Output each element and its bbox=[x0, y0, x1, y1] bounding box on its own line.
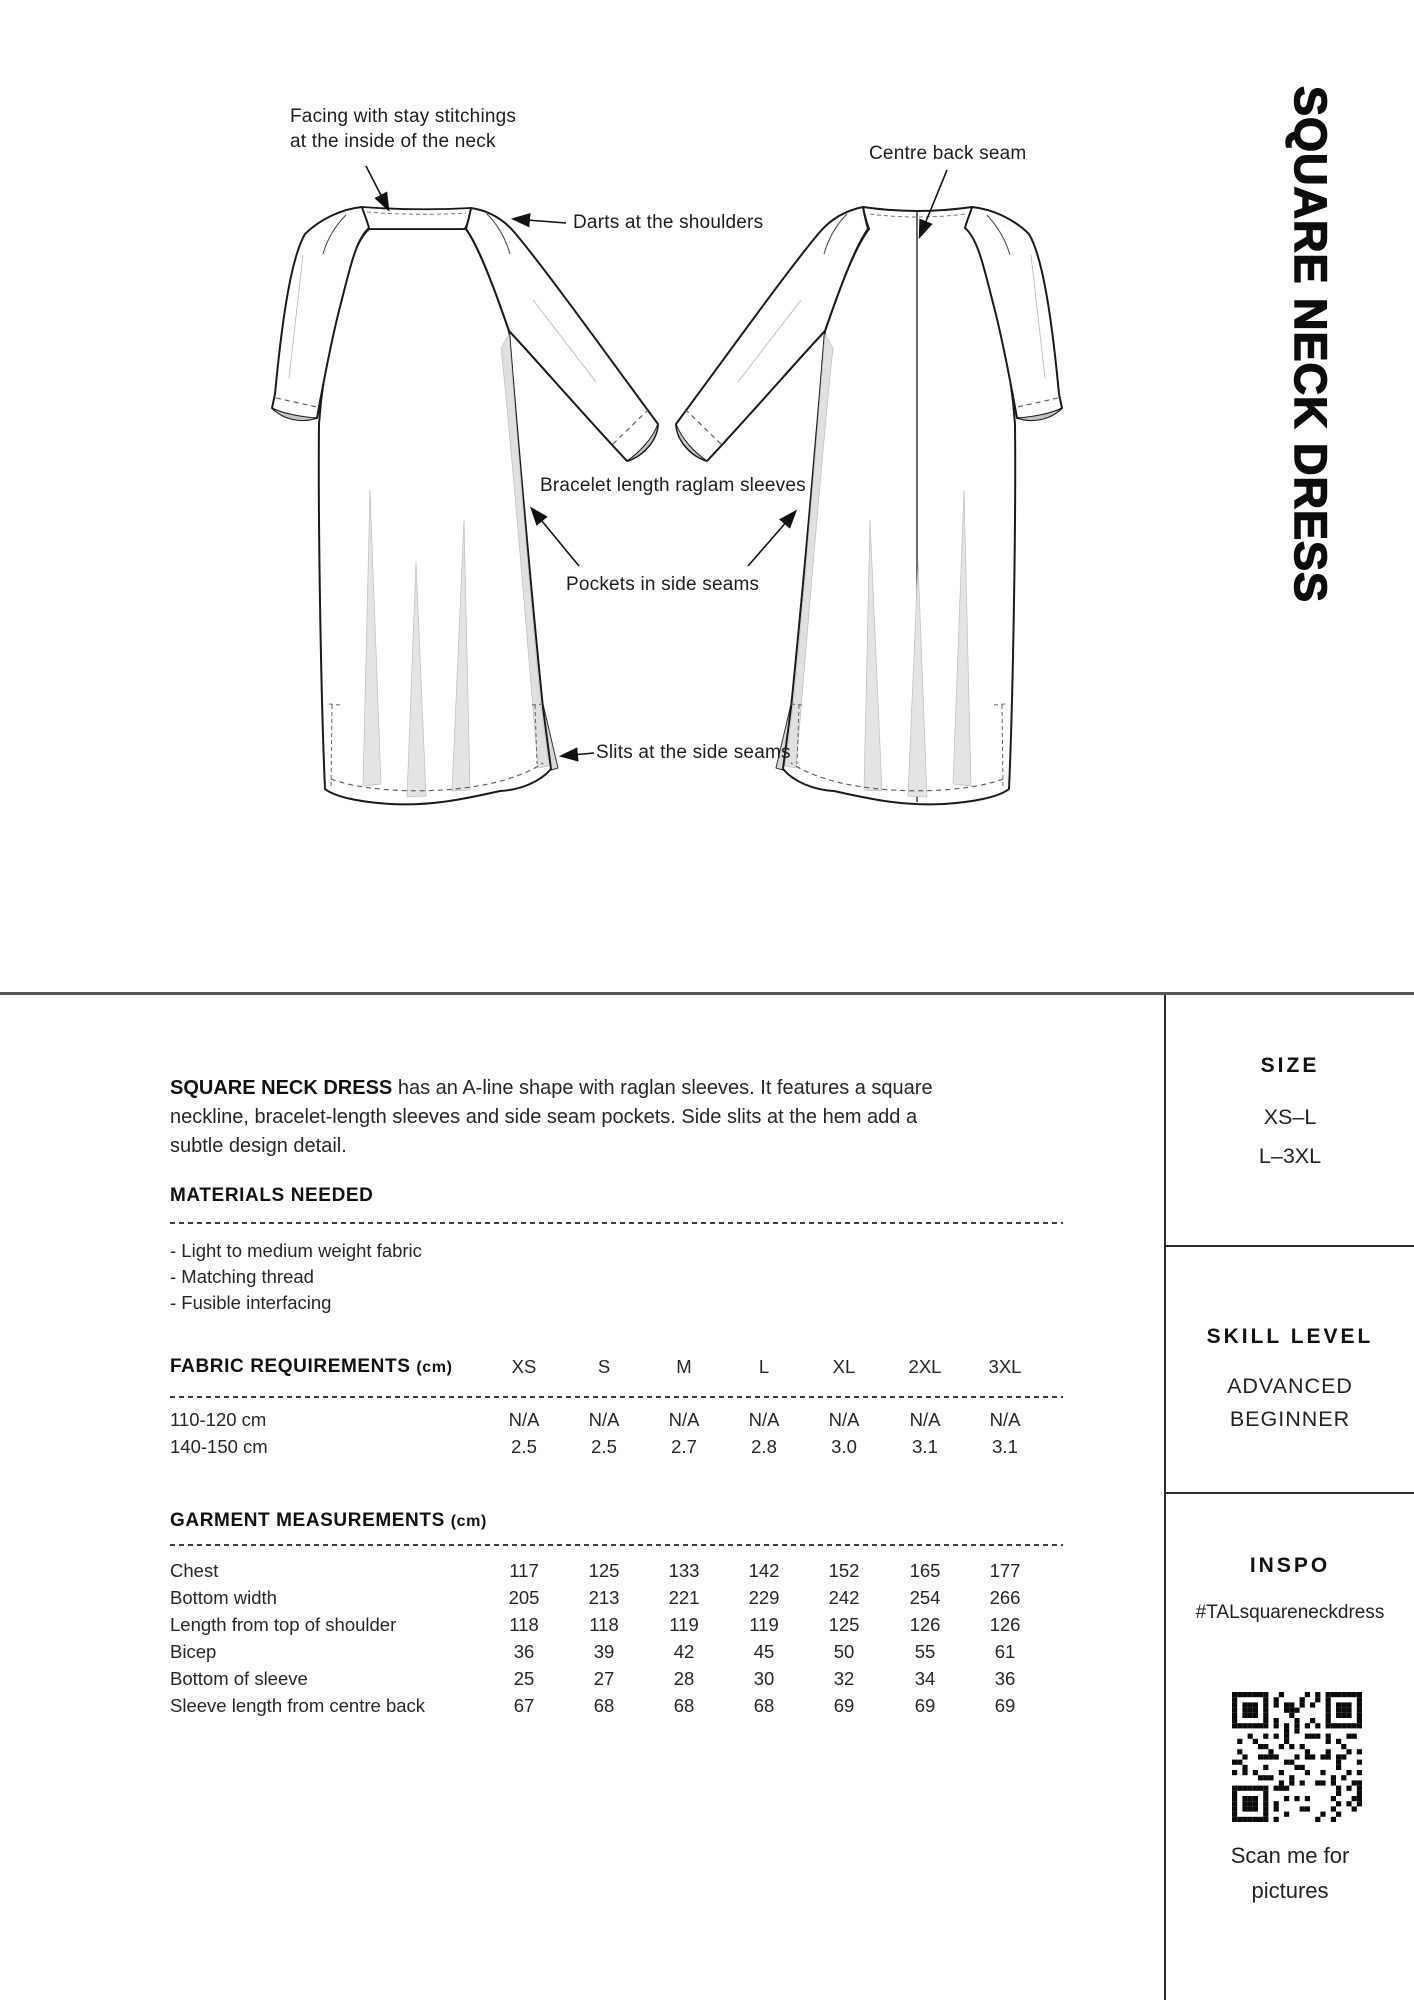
fabric-heading-text: FABRIC REQUIREMENTS bbox=[170, 1356, 411, 1377]
garment-heading-text: GARMENT MEASUREMENTS bbox=[170, 1510, 445, 1531]
garment-cell: 32 bbox=[833, 1668, 855, 1689]
garment-cell: 34 bbox=[914, 1668, 936, 1689]
front-view bbox=[272, 207, 658, 804]
table-row bbox=[170, 1436, 1063, 1460]
table-row bbox=[170, 1614, 1063, 1638]
arrow-facing bbox=[366, 166, 388, 209]
garment-cell: 68 bbox=[753, 1695, 775, 1716]
label-centre-back-seam: Centre back seam bbox=[869, 143, 1027, 164]
garment-cell: 36 bbox=[513, 1641, 535, 1662]
label-darts: Darts at the shoulders bbox=[573, 212, 764, 233]
garment-cell: 69 bbox=[914, 1695, 936, 1716]
garment-row-label: Bottom of sleeve bbox=[170, 1668, 308, 1689]
garment-cell: 221 bbox=[668, 1587, 700, 1608]
garment-cell: 50 bbox=[833, 1641, 855, 1662]
garment-cell: 117 bbox=[509, 1560, 539, 1581]
skill-level-2: BEGINNER bbox=[1229, 1407, 1351, 1431]
fabric-size-header-row bbox=[170, 1356, 1063, 1380]
description-bold: SQUARE NECK DRESS bbox=[170, 1077, 393, 1099]
materials-list bbox=[170, 1238, 422, 1316]
fabric-cell: 2.8 bbox=[751, 1436, 777, 1457]
fabric-size-header: S bbox=[597, 1356, 611, 1377]
garment-cell: 27 bbox=[593, 1668, 615, 1689]
fabric-cell: 3.0 bbox=[831, 1436, 857, 1457]
garment-row-label: Chest bbox=[170, 1560, 219, 1581]
garment-row-label: Length from top of shoulder bbox=[170, 1614, 397, 1635]
garment-cell: 213 bbox=[588, 1587, 620, 1608]
garment-cell: 126 bbox=[989, 1614, 1021, 1635]
qr-code bbox=[1232, 1692, 1362, 1822]
garment-cell: 61 bbox=[994, 1641, 1016, 1662]
label-facing-line1: Facing with stay stitchings bbox=[290, 106, 517, 127]
fabric-cell: N/A bbox=[909, 1409, 941, 1430]
garment-cell: 118 bbox=[589, 1614, 619, 1635]
garment-cell: 25 bbox=[513, 1668, 535, 1689]
fabric-cell: N/A bbox=[989, 1409, 1021, 1430]
garment-cell: 152 bbox=[828, 1560, 860, 1581]
fabric-size-header: 3XL bbox=[988, 1356, 1022, 1377]
fabric-cell: N/A bbox=[668, 1409, 700, 1430]
garment-cell: 165 bbox=[909, 1560, 941, 1581]
table-row bbox=[170, 1668, 1063, 1692]
materials-item: - Light to medium weight fabric bbox=[170, 1240, 422, 1261]
label-raglan-sleeves: Bracelet length raglam sleeves bbox=[540, 475, 806, 496]
garment-cell: 36 bbox=[994, 1668, 1016, 1689]
arrow-darts bbox=[514, 219, 566, 223]
materials-item: - Matching thread bbox=[170, 1266, 314, 1287]
skill-heading: SKILL LEVEL bbox=[1206, 1325, 1374, 1348]
fabric-row-label: 140-150 cm bbox=[170, 1436, 268, 1457]
fabric-size-header: L bbox=[758, 1356, 770, 1377]
qr-caption-line1: Scan me for bbox=[1230, 1843, 1350, 1868]
fabric-size-header: 2XL bbox=[908, 1356, 942, 1377]
sidebar-divider bbox=[1166, 1245, 1414, 1247]
fabric-size-header: XS bbox=[511, 1356, 537, 1377]
garment-cell: 42 bbox=[673, 1641, 695, 1662]
inspo-heading: INSPO bbox=[1249, 1554, 1331, 1577]
table-row bbox=[170, 1587, 1063, 1611]
fabric-row-label: 110-120 cm bbox=[170, 1409, 267, 1430]
fabric-cell: N/A bbox=[748, 1409, 780, 1430]
garment-cell: 254 bbox=[909, 1587, 941, 1608]
dashed-rule bbox=[170, 1222, 1063, 1224]
garment-cell: 69 bbox=[994, 1695, 1016, 1716]
garment-cell: 125 bbox=[828, 1614, 860, 1635]
materials-item: - Fusible interfacing bbox=[170, 1292, 332, 1313]
table-row bbox=[170, 1560, 1063, 1584]
garment-cell: 125 bbox=[588, 1560, 620, 1581]
fabric-cell: 2.5 bbox=[591, 1436, 617, 1457]
garment-cell: 119 bbox=[749, 1614, 779, 1635]
fabric-cell: N/A bbox=[828, 1409, 860, 1430]
size-range-1: XS–L bbox=[1263, 1105, 1317, 1129]
materials-heading: MATERIALS NEEDED bbox=[170, 1185, 374, 1206]
skill-level-1: ADVANCED bbox=[1227, 1374, 1353, 1398]
sidebar-divider bbox=[1166, 1492, 1414, 1494]
garment-cell: 118 bbox=[509, 1614, 539, 1635]
fabric-heading-unit: (cm) bbox=[416, 1359, 453, 1376]
label-facing-line2: at the inside of the neck bbox=[290, 131, 496, 152]
garment-cell: 133 bbox=[668, 1560, 700, 1581]
fabric-cell: 2.5 bbox=[511, 1436, 537, 1457]
garment-cell: 45 bbox=[753, 1641, 775, 1662]
garment-cell: 30 bbox=[753, 1668, 775, 1689]
label-facing bbox=[290, 104, 516, 154]
fabric-cell: 2.7 bbox=[671, 1436, 697, 1457]
size-heading: SIZE bbox=[1260, 1054, 1320, 1077]
fabric-size-header: XL bbox=[832, 1356, 856, 1377]
arrow-slits bbox=[562, 753, 594, 756]
dashed-rule bbox=[170, 1544, 1063, 1546]
description bbox=[170, 1074, 960, 1161]
garment-row-label: Sleeve length from centre back bbox=[170, 1695, 426, 1716]
garment-cell: 119 bbox=[669, 1614, 699, 1635]
garment-heading bbox=[170, 1510, 487, 1532]
garment-cell: 205 bbox=[508, 1587, 540, 1608]
garment-cell: 126 bbox=[909, 1614, 941, 1635]
arrow-pocket-right bbox=[748, 512, 795, 566]
inspo-hashtag: #TALsquareneckdress bbox=[1195, 1602, 1385, 1623]
garment-cell: 69 bbox=[833, 1695, 855, 1716]
garment-row-label: Bottom width bbox=[170, 1587, 277, 1608]
table-row bbox=[170, 1695, 1063, 1719]
dashed-rule bbox=[170, 1396, 1063, 1398]
fabric-size-header: M bbox=[676, 1356, 692, 1377]
garment-cell: 242 bbox=[828, 1587, 860, 1608]
garment-cell: 68 bbox=[593, 1695, 615, 1716]
description-text: has an A-line shape with raglan sleeves. It features a square neckline, bracelet-length sleeves and side seam pockets. Side slits at the hem add a subtle design detail. bbox=[170, 1077, 933, 1157]
label-slits: Slits at the side seams bbox=[596, 742, 791, 763]
table-row bbox=[170, 1409, 1063, 1433]
fabric-cell: 3.1 bbox=[992, 1436, 1018, 1457]
size-range-2: L–3XL bbox=[1258, 1144, 1322, 1168]
garment-cell: 68 bbox=[673, 1695, 695, 1716]
qr-caption-line2: pictures bbox=[1251, 1878, 1329, 1903]
fabric-cell: N/A bbox=[508, 1409, 540, 1430]
arrow-pocket-left bbox=[532, 509, 579, 566]
horizontal-divider bbox=[0, 992, 1414, 995]
back-view bbox=[676, 207, 1062, 804]
garment-cell: 229 bbox=[748, 1587, 780, 1608]
garment-cell: 67 bbox=[513, 1695, 535, 1716]
garment-cell: 266 bbox=[989, 1587, 1021, 1608]
garment-row-label: Bicep bbox=[170, 1641, 217, 1662]
garment-cell: 177 bbox=[989, 1560, 1021, 1581]
garment-cell: 55 bbox=[914, 1641, 936, 1662]
garment-heading-unit: (cm) bbox=[450, 1513, 487, 1530]
page-title: SQUARE NECK DRESS bbox=[1285, 86, 1336, 604]
table-row bbox=[170, 1641, 1063, 1665]
fabric-cell: 3.1 bbox=[912, 1436, 938, 1457]
garment-cell: 39 bbox=[593, 1641, 615, 1662]
label-pockets: Pockets in side seams bbox=[566, 574, 760, 595]
fabric-cell: N/A bbox=[588, 1409, 620, 1430]
garment-cell: 28 bbox=[673, 1668, 695, 1689]
garment-cell: 142 bbox=[748, 1560, 780, 1581]
